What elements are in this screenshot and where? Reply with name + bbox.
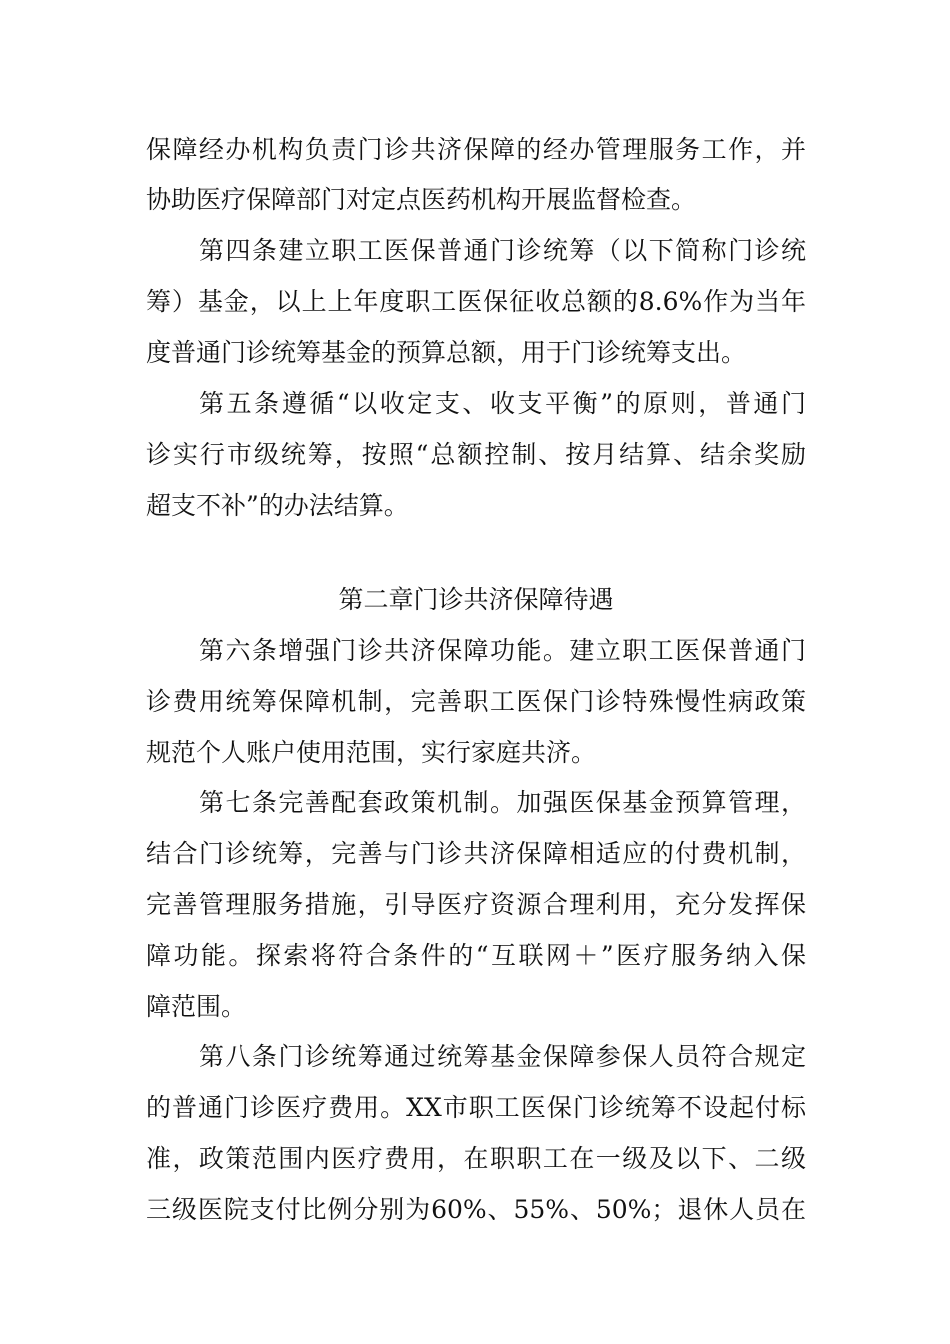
paragraph-line: 的普通门诊医疗费用。XX市职工医保门诊统筹不设起付标 xyxy=(146,1093,806,1122)
paragraph-line: 完善管理服务措施，引导医疗资源合理利用，充分发挥保 xyxy=(146,890,806,919)
paragraph-line: 第四条建立职工医保普通门诊统筹（以下简称门诊统 xyxy=(199,236,806,265)
paragraph-line: 障范围。 xyxy=(146,992,247,1021)
paragraph-line: 障功能。探索将符合条件的“互联网＋”医疗服务纳入保 xyxy=(146,941,806,970)
chapter-heading: 第二章门诊共济保障待遇 xyxy=(338,585,614,614)
paragraph-line: 诊实行市级统筹，按照“总额控制、按月结算、结余奖励 xyxy=(146,440,806,469)
paragraph-line: 三级医院支付比例分别为60%、55%、50%；退休人员在 xyxy=(146,1195,806,1224)
paragraph-line: 诊费用统筹保障机制，完善职工医保门诊特殊慢性病政策 xyxy=(146,687,806,716)
paragraph-line: 第五条遵循“以收定支、收支平衡”的原则，普通门 xyxy=(199,389,806,418)
paragraph-line: 准，政策范围内医疗费用，在职职工在一级及以下、二级 xyxy=(146,1144,806,1173)
paragraph-line: 第六条增强门诊共济保障功能。建立职工医保普通门 xyxy=(199,636,806,665)
paragraph-line: 度普通门诊统筹基金的预算总额，用于门诊统筹支出。 xyxy=(146,338,747,367)
paragraph-line: 协助医疗保障部门对定点医药机构开展监督检查。 xyxy=(146,185,697,214)
paragraph-line: 规范个人账户使用范围，实行家庭共济。 xyxy=(146,738,597,767)
paragraph-line: 超支不补”的办法结算。 xyxy=(146,491,409,520)
paragraph-line: 第七条完善配套政策机制。加强医保基金预算管理， xyxy=(199,788,806,817)
paragraph-line: 结合门诊统筹，完善与门诊共济保障相适应的付费机制， xyxy=(146,839,806,868)
paragraph-line: 第八条门诊统筹通过统筹基金保障参保人员符合规定 xyxy=(199,1042,806,1071)
paragraph-line: 筹）基金，以上上年度职工医保征收总额的8.6%作为当年 xyxy=(146,287,806,316)
paragraph-line: 保障经办机构负责门诊共济保障的经办管理服务工作，并 xyxy=(146,135,806,164)
